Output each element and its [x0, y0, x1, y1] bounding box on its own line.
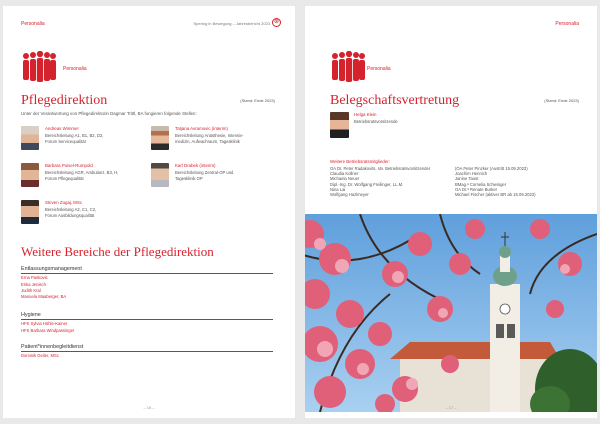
section-patientinnenbegleitdienst	[21, 344, 273, 358]
person-role-line: Forum Ausbildungsqualität	[45, 213, 95, 218]
church-blossom-photo	[305, 214, 597, 412]
member-name: Claudia Kollner	[330, 171, 359, 177]
list-item: HFK Barbara Windpassinger	[21, 327, 75, 333]
person-photo	[21, 126, 39, 150]
list-item: Dominik Geiler, MSc	[21, 353, 59, 359]
section-hygiene	[21, 312, 273, 333]
section-title: Hygiene	[21, 312, 273, 320]
person-name: Tatjana Avramovic (interim)	[175, 126, 228, 131]
person-card	[21, 126, 161, 160]
person-name: Steven Zugaj, MSc	[45, 200, 83, 205]
member-name: Michael Fischer (aktiver BR ab 15.09.2023)	[455, 192, 536, 198]
person-card	[151, 163, 291, 197]
further-members-label: Weitere Betriebsratsmitglieder:	[330, 159, 390, 164]
member-name: Janine Taust	[455, 176, 479, 182]
member-name: Dipl.-Ing. Dr. Wolfgang Freilinger, LL.M.	[330, 181, 404, 187]
intro-text: Unter der Verantwortung von Pflegedirektorin Dagmar Trittl, BA fungieren folgende Stellen:	[21, 111, 197, 116]
header-section-label: Personalia	[21, 21, 45, 27]
section-title: Patient*innenbegleitdienst	[21, 344, 273, 352]
list-item: Manuela Maaberger, BA	[21, 294, 67, 300]
person-role-line: Forum Pflegequalität	[45, 176, 84, 181]
person-role-line: Betriebsratsvorsitzende	[354, 119, 398, 124]
person-name: Helga Klein	[354, 112, 377, 117]
person-name: Karl Drabek (interim)	[175, 163, 216, 168]
section-entlassungsmanagement	[21, 266, 273, 299]
person-photo	[330, 112, 349, 138]
page-title: Belegschaftsvertretung	[330, 93, 460, 108]
person-photo	[151, 126, 169, 150]
list-item: Judith Kral	[21, 287, 41, 293]
logo-label: Personalia	[63, 66, 87, 72]
person-photo	[151, 163, 169, 187]
person-role-line: medizin, Aufwachraum, Tagesklinik	[175, 139, 240, 144]
stand-note: (Stand: Ende 2023)	[240, 98, 275, 103]
person-photo	[21, 163, 39, 187]
header-section-label: Personalia	[555, 21, 579, 27]
list-item: Erika Jenisch	[21, 281, 46, 287]
person-role-line: Tagesklinik OP	[175, 176, 203, 181]
member-name: Wolfgang Hazlmeyer	[330, 192, 369, 198]
header-circle-icon: ⊗	[273, 19, 280, 25]
left-page	[3, 6, 295, 418]
further-areas-title: Weitere Bereiche der Pflegedirektion	[21, 244, 214, 259]
header-report-title: Spering in Bewegung – Jahresbericht 2023	[193, 21, 270, 26]
person-name: Andreas Wimmer	[45, 126, 79, 131]
member-name: OA Dr.ª Renate Burker	[455, 186, 498, 192]
person-role-line: Bereichsleitung Anästhesie, Intensiv-	[175, 133, 244, 138]
list-item: HFK Sylvia Höhle-Kainer	[21, 321, 68, 327]
person-role-line: Bereichsleitung A1, B1, B2, D2,	[45, 133, 104, 138]
person-photo	[21, 200, 39, 224]
person-role-line: Bereichsleitung A2, C1, C2,	[45, 207, 97, 212]
page-title: Pflegedirektion	[21, 93, 108, 108]
member-name: Joachim Hennich	[455, 171, 488, 177]
person-name: Barbara Poisel-Rumpold	[45, 163, 93, 168]
member-name: OA Dr. Peter Radakovits, stv. Betriebsratsvorsitzender	[330, 166, 431, 171]
personalia-people-icon	[21, 51, 57, 83]
personalia-people-icon	[330, 51, 366, 83]
member-name: (OA Peter Pinzker (Austritt 15.09.2023)	[455, 166, 528, 171]
section-title: Entlassungsmanagement	[21, 266, 273, 274]
logo-label: Personalia	[367, 66, 391, 72]
member-name: Nina Lai	[330, 186, 346, 192]
person-role-line: Bereichsleitung Zentral-OP und	[175, 170, 234, 175]
person-role-line: Bereichsleitung AGR, Ambulanz, B3, H,	[45, 170, 119, 175]
right-page	[305, 6, 597, 418]
page-number: – 17 –	[445, 405, 457, 410]
person-role-line: Forum Servicequalität	[45, 139, 86, 144]
person-card	[21, 200, 161, 234]
members-column-left	[330, 166, 430, 197]
members-column-right	[455, 166, 536, 197]
stand-note: (Stand: Ende 2023)	[544, 98, 579, 103]
page-number: – 16 –	[143, 405, 155, 410]
person-card	[21, 163, 161, 197]
head-person-card	[330, 112, 470, 146]
member-name: BMag.ª Cornelia Schwinger	[455, 181, 507, 187]
person-card	[151, 126, 291, 160]
list-item: Erna Paskovic	[21, 275, 48, 281]
member-name: Michaela Neuer	[330, 176, 360, 182]
